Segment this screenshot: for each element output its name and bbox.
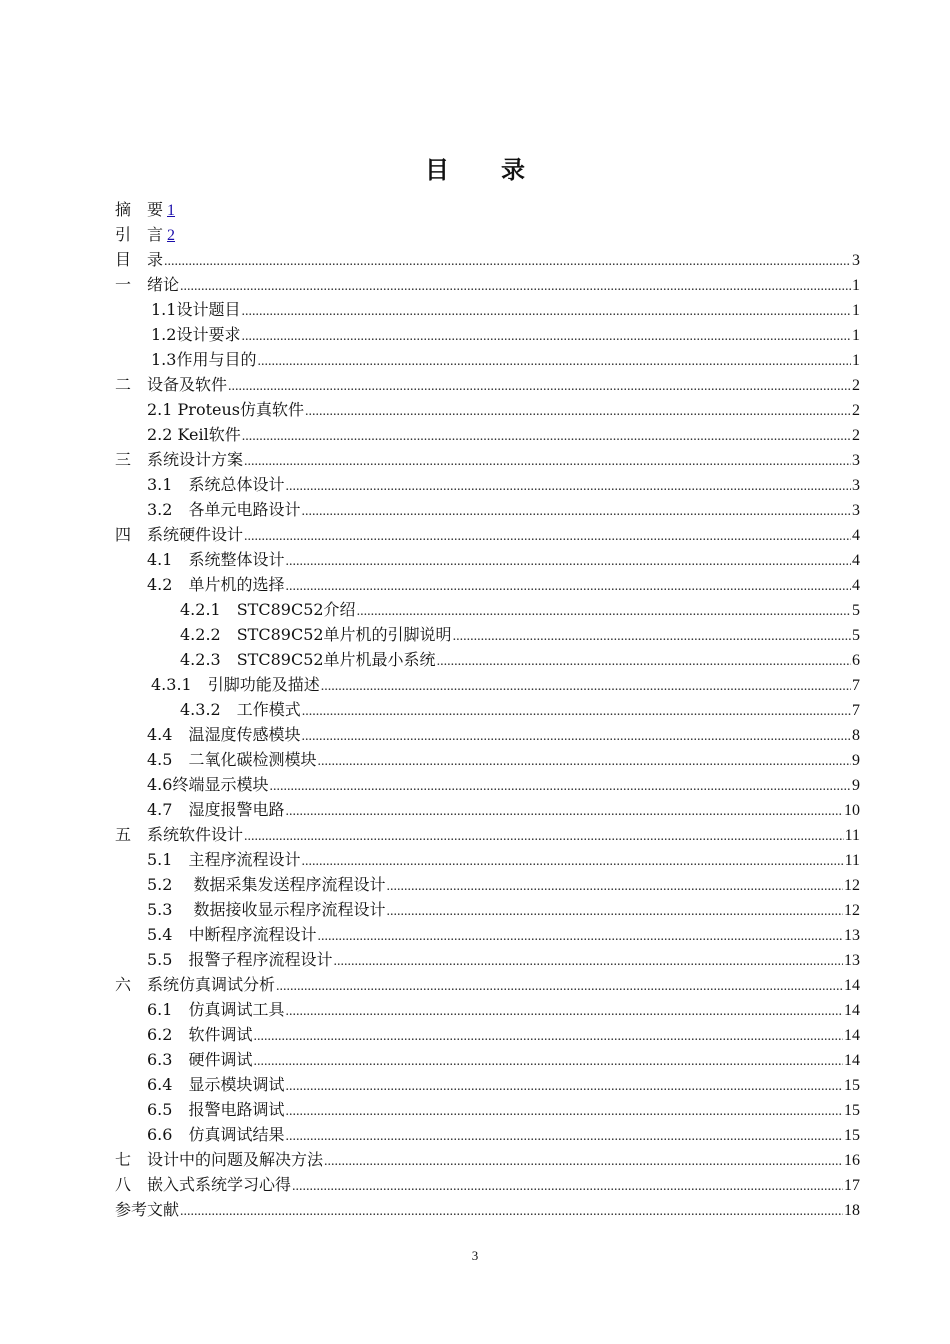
- toc-entry-label: 3.2 各单元电路设计: [147, 500, 301, 519]
- dot-leader: [321, 674, 851, 699]
- toc-page-number: 1: [852, 327, 860, 344]
- dot-leader: [276, 974, 843, 999]
- dot-leader: [244, 524, 851, 549]
- toc-page-number: 7: [852, 677, 860, 694]
- toc-entry-label: 1.1设计题目: [151, 300, 241, 319]
- toc-entry[interactable]: [115, 1072, 860, 1097]
- toc-entry[interactable]: [115, 1122, 860, 1147]
- toc-page-number: 14: [844, 977, 860, 994]
- toc-entry-label: 6.4 显示模块调试: [147, 1075, 285, 1094]
- page-number: 3: [471, 1248, 479, 1263]
- dot-leader: [302, 699, 851, 724]
- toc-entry-label: 4.2.2 STC89C52单片机的引脚说明: [180, 625, 452, 644]
- table-of-contents: [115, 197, 860, 1222]
- toc-entry[interactable]: [115, 297, 860, 322]
- toc-entry[interactable]: [115, 822, 860, 847]
- dot-leader: [241, 299, 851, 324]
- toc-entry[interactable]: [115, 847, 860, 872]
- dot-leader: [242, 424, 851, 449]
- toc-entry-label: 七 设计中的问题及解决方法: [115, 1150, 324, 1169]
- toc-entry[interactable]: [115, 522, 860, 547]
- toc-entry-label: 4.2 单片机的选择: [147, 575, 285, 594]
- toc-entry-label: 5.1 主程序流程设计: [147, 850, 301, 869]
- dot-leader: [301, 849, 843, 874]
- dot-leader: [285, 1074, 843, 1099]
- toc-entry-label: 3.1 系统总体设计: [147, 475, 285, 494]
- dot-leader: [164, 249, 851, 274]
- toc-entry-label: 5.5 报警子程序流程设计: [147, 950, 333, 969]
- toc-entry[interactable]: [115, 647, 860, 672]
- toc-entry[interactable]: [115, 622, 860, 647]
- dot-leader: [180, 274, 851, 299]
- toc-entry-label: 2.1 Proteus仿真软件: [147, 400, 304, 419]
- dot-leader: [253, 1024, 843, 1049]
- toc-entry-label: 引 言: [115, 225, 164, 244]
- toc-page-number: 11: [844, 827, 860, 844]
- dot-leader: [357, 599, 851, 624]
- toc-entry-label: 4.6终端显示模块: [147, 775, 269, 794]
- dot-leader: [317, 749, 851, 774]
- toc-page-number: 2: [852, 427, 860, 444]
- toc-page-number: 4: [852, 577, 860, 594]
- dot-leader: [257, 349, 851, 374]
- toc-entry[interactable]: [115, 897, 860, 922]
- toc-page-number: 15: [844, 1077, 860, 1094]
- dot-leader: [285, 549, 851, 574]
- toc-entry-label: 4.5 二氧化碳检测模块: [147, 750, 317, 769]
- toc-page-link[interactable]: 2: [167, 227, 176, 244]
- toc-entry-label: 4.2.1 STC89C52介绍: [180, 600, 356, 619]
- toc-page-number: 12: [844, 902, 860, 919]
- toc-page-number: 3: [852, 252, 860, 269]
- dot-leader: [244, 449, 851, 474]
- toc-entry[interactable]: [115, 1097, 860, 1122]
- toc-entry-label: 五 系统软件设计: [115, 825, 244, 844]
- toc-entry-label: 三 系统设计方案: [115, 450, 244, 469]
- toc-entry[interactable]: [115, 872, 860, 897]
- toc-entry-label: 四 系统硬件设计: [115, 525, 244, 544]
- toc-entry[interactable]: [115, 547, 860, 572]
- dot-leader: [253, 1049, 843, 1074]
- dot-leader: [437, 649, 851, 674]
- toc-entry-label: 六 系统仿真调试分析: [115, 975, 276, 994]
- toc-entry-label: 2.2 Keil软件: [147, 425, 241, 444]
- dot-leader: [285, 999, 843, 1024]
- dot-leader: [269, 774, 851, 799]
- dot-leader: [387, 874, 843, 899]
- toc-page-number: 11: [844, 852, 860, 869]
- dot-leader: [228, 374, 851, 399]
- toc-entry-label: 目 录: [115, 250, 164, 269]
- toc-entry-label: 6.6 仿真调试结果: [147, 1125, 285, 1144]
- dot-leader: [387, 899, 843, 924]
- toc-entry-label: 二 设备及软件: [115, 375, 228, 394]
- toc-entry[interactable]: [115, 1022, 860, 1047]
- toc-entry[interactable]: [115, 722, 860, 747]
- toc-page-link[interactable]: 1: [167, 202, 176, 219]
- toc-entry-label: 6.5 报警电路调试: [147, 1100, 285, 1119]
- toc-page-number: 5: [852, 602, 860, 619]
- dot-leader: [285, 799, 843, 824]
- toc-entry[interactable]: [115, 422, 860, 447]
- toc-entry[interactable]: [115, 772, 860, 797]
- dot-leader: [301, 499, 851, 524]
- toc-page-number: 16: [844, 1152, 860, 1169]
- toc-entry[interactable]: [115, 797, 860, 822]
- toc-entry[interactable]: [115, 497, 860, 522]
- dot-leader: [285, 474, 851, 499]
- toc-entry[interactable]: [115, 572, 860, 597]
- toc-entry-label: 摘 要: [115, 200, 164, 219]
- toc-page-number: 3: [852, 502, 860, 519]
- toc-entry[interactable]: [115, 372, 860, 397]
- toc-entry-label: 4.3.2 工作模式: [180, 700, 301, 719]
- toc-entry[interactable]: [115, 1147, 860, 1172]
- toc-entry[interactable]: [115, 672, 860, 697]
- dot-leader: [285, 574, 851, 599]
- toc-page-number: 4: [852, 552, 860, 569]
- toc-entry[interactable]: [115, 997, 860, 1022]
- toc-entry[interactable]: [115, 247, 860, 272]
- toc-entry[interactable]: [115, 397, 860, 422]
- toc-title: 目 录: [425, 155, 539, 184]
- toc-page-number: 6: [852, 652, 860, 669]
- toc-entry-label: 6.2 软件调试: [147, 1025, 253, 1044]
- dot-leader: [285, 1099, 843, 1124]
- toc-entry-label: 1.2设计要求: [151, 325, 241, 344]
- toc-page-number: 15: [844, 1102, 860, 1119]
- dot-leader: [305, 399, 851, 424]
- dot-leader: [285, 1124, 843, 1149]
- dot-leader: [333, 949, 843, 974]
- dot-leader: [241, 324, 851, 349]
- toc-entry[interactable]: [115, 1172, 860, 1197]
- toc-entry-label: 5.2 数据采集发送程序流程设计: [147, 875, 386, 894]
- dot-leader: [244, 824, 844, 849]
- toc-entry-label: 4.3.1 引脚功能及描述: [151, 675, 320, 694]
- toc-page-number: 1: [852, 277, 860, 294]
- toc-entry[interactable]: [115, 597, 860, 622]
- toc-page-number: 8: [852, 727, 860, 744]
- toc-page-number: 1: [852, 352, 860, 369]
- toc-page-number: 7: [852, 702, 860, 719]
- toc-page-number: 14: [844, 1027, 860, 1044]
- toc-entry-label: 1.3作用与目的: [151, 350, 257, 369]
- toc-entry[interactable]: [115, 322, 860, 347]
- toc-entry-label: 5.4 中断程序流程设计: [147, 925, 317, 944]
- toc-page-number: 9: [852, 777, 860, 794]
- dot-leader: [317, 924, 843, 949]
- toc-entry-label: 一 绪论: [115, 275, 180, 294]
- toc-page-number: 1: [852, 302, 860, 319]
- toc-entry-label: 6.3 硬件调试: [147, 1050, 253, 1069]
- toc-page-number: 10: [844, 802, 860, 819]
- toc-entry-label: 4.1 系统整体设计: [147, 550, 285, 569]
- toc-entry[interactable]: [115, 1197, 860, 1222]
- dot-leader: [292, 1174, 843, 1199]
- toc-page-number: 15: [844, 1127, 860, 1144]
- toc-entry-label: 参考文献: [115, 1200, 180, 1219]
- toc-entry[interactable]: [115, 747, 860, 772]
- toc-entry[interactable]: [115, 972, 860, 997]
- toc-page-number: 2: [852, 377, 860, 394]
- toc-entry-label: 八 嵌入式系统学习心得: [115, 1175, 292, 1194]
- toc-page-number: 14: [844, 1002, 860, 1019]
- toc-page-number: 9: [852, 752, 860, 769]
- toc-page-number: 18: [844, 1202, 860, 1219]
- toc-entry-label: 5.3 数据接收显示程序流程设计: [147, 900, 386, 919]
- toc-entry[interactable]: [115, 697, 860, 722]
- toc-page-number: 13: [844, 952, 860, 969]
- toc-page-number: 3: [852, 452, 860, 469]
- toc-entry[interactable]: [115, 472, 860, 497]
- toc-page-number: 12: [844, 877, 860, 894]
- toc-page-number: 17: [844, 1177, 860, 1194]
- toc-entry[interactable]: [115, 922, 860, 947]
- toc-entry[interactable]: [115, 1047, 860, 1072]
- toc-page-number: 3: [852, 477, 860, 494]
- toc-entry[interactable]: [115, 197, 860, 222]
- toc-entry-label: 4.2.3 STC89C52单片机最小系统: [180, 650, 436, 669]
- dot-leader: [180, 1199, 843, 1224]
- toc-entry[interactable]: [115, 947, 860, 972]
- dot-leader: [453, 624, 851, 649]
- toc-entry[interactable]: [115, 347, 860, 372]
- dot-leader: [324, 1149, 843, 1174]
- toc-entry[interactable]: [115, 447, 860, 472]
- toc-entry-label: 6.1 仿真调试工具: [147, 1000, 285, 1019]
- toc-entry[interactable]: [115, 272, 860, 297]
- toc-page-number: 4: [852, 527, 860, 544]
- toc-page-number: 5: [852, 627, 860, 644]
- toc-page-number: 2: [852, 402, 860, 419]
- dot-leader: [301, 724, 851, 749]
- toc-page-number: 13: [844, 927, 860, 944]
- toc-page-number: 14: [844, 1052, 860, 1069]
- toc-entry[interactable]: [115, 222, 860, 247]
- toc-entry-label: 4.4 温湿度传感模块: [147, 725, 301, 744]
- toc-entry-label: 4.7 湿度报警电路: [147, 800, 285, 819]
